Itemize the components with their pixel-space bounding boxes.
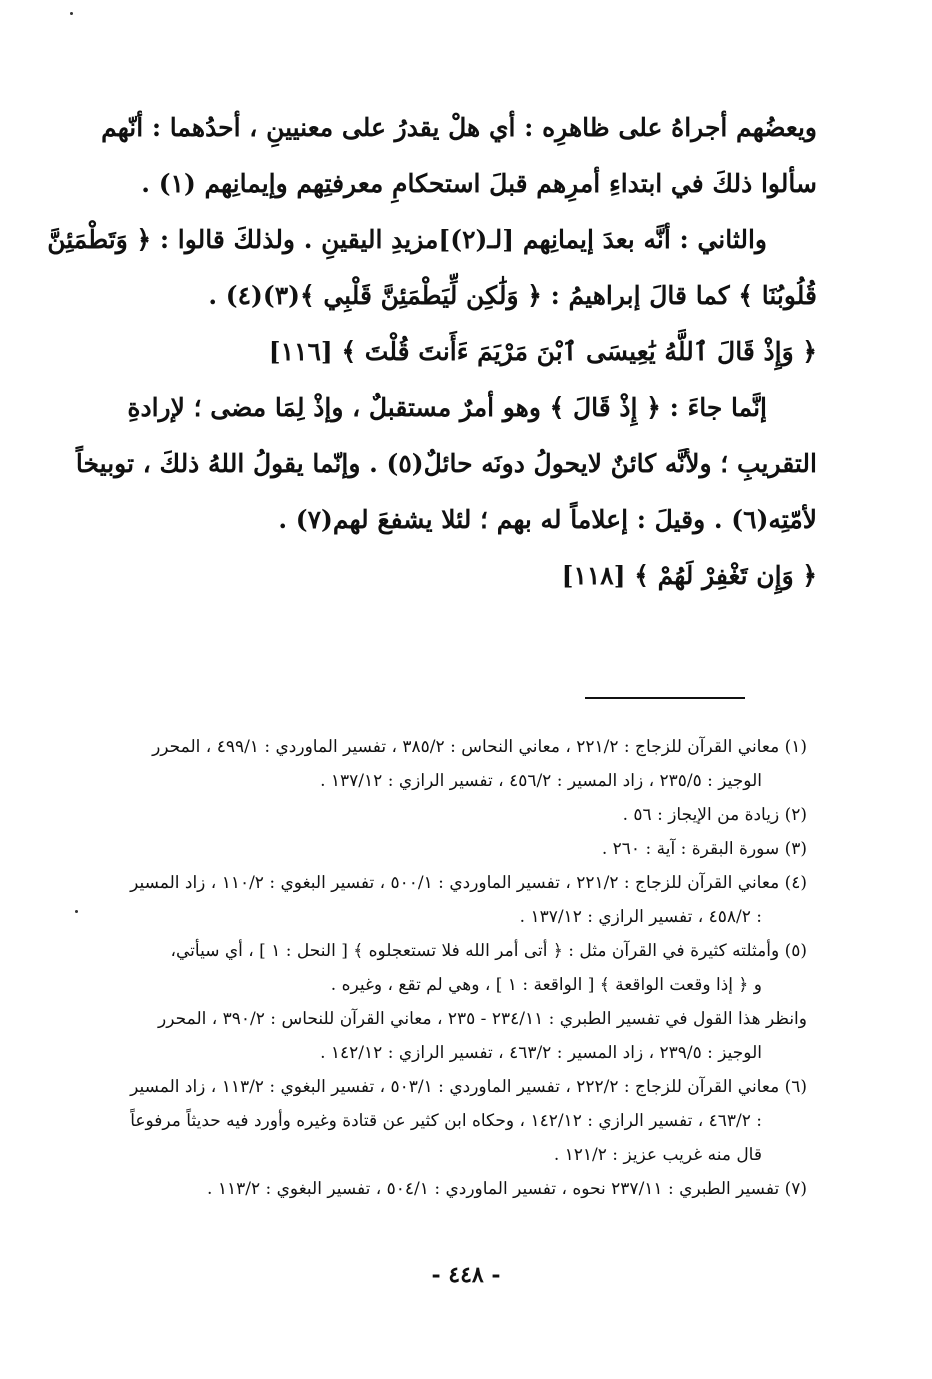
text-line: والثاني : أنَّه بعدَ إيمانِهم [لـ(٢)]مزيدِ اليقينِ . ولذلكَ قالوا : ﴿ وَتَطْمَئِنَّ — [47, 225, 767, 254]
footnote-line: (٦) معاني القرآن للزجاج : ٢٢٢/٢ ، تفسير الماوردي : ٥٠٣/١ ، تفسير البغوي : ١١٣/٢ ، زاد المسير — [130, 1077, 807, 1097]
scan-speck — [70, 12, 73, 15]
scan-speck — [75, 910, 78, 913]
verse-heading: ﴿ وَإِذْ قَالَ ٱللَّهُ يَٰعِيسَى ٱبْنَ مَرْيَمَ ءَأَنتَ قُلْتَ ﴾ [١١٦] — [268, 337, 817, 366]
text-line: قُلُوبُنَا ﴾ كما قالَ إبراهيمُ : ﴿ وَلَٰكِن لِّيَطْمَئِنَّ قَلْبِي ﴾(٣)(٤) . — [208, 281, 817, 310]
footnote-line: (١) معاني القرآن للزجاج : ٢٢١/٢ ، معاني النحاس : ٣٨٥/٢ ، تفسير الماوردي : ٤٩٩/١ ، المحرر — [152, 737, 807, 757]
footnote-line: (٧) تفسير الطبري : ٢٣٧/١١ نحوه ، تفسير الماوردي : ٥٠٤/١ ، تفسير البغوي : ١١٣/٢ . — [207, 1179, 807, 1199]
footnote-line: (٤) معاني القرآن للزجاج : ٢٢١/٢ ، تفسير الماوردي : ٥٠٠/١ ، تفسير البغوي : ١١٠/٢ ، زاد المسير — [130, 873, 807, 893]
footnote-divider — [585, 697, 745, 699]
text-line: سألوا ذلكَ في ابتداءِ أمرِهم قبلَ استحكامِ معرفتِهم وإيمانِهم (١) . — [141, 169, 817, 198]
verse-heading: ﴿ وَإِن تَغْفِرْ لَهُمْ ﴾ [١١٨] — [561, 561, 817, 590]
footnote-line: : ٤٦٣/٢ ، تفسير الرازي : ١٤٢/١٢ ، وحكاه ابن كثير عن قتادة وغيره وأورد فيه حديثاً مرفوعاً — [130, 1111, 762, 1131]
text-line: لأمّتِه(٦) . وقيلَ : إعلاماً له بهم ؛ لئلا يشفعَ لهم(٧) . — [278, 505, 817, 534]
footnotes — [95, 730, 807, 1206]
footnote-line: وانظر هذا القول في تفسير الطبري : ٢٣٤/١١ - ٢٣٥ ، معاني القرآن للنحاس : ٣٩٠/٢ ، المحرر — [158, 1009, 807, 1029]
text-line: ويعضُهم أجراهُ على ظاهرِه : أي هلْ يقدرُ على معنيينِ ، أحدُهما : أنّهم — [101, 113, 817, 142]
footnote-line: الوجيز : ٢٣٥/٥ ، زاد المسير : ٤٥٦/٢ ، تفسير الرازي : ١٣٧/١٢ . — [320, 771, 762, 791]
footnote-line: قال منه غريب عزيز : ١٢١/٢ . — [553, 1145, 762, 1165]
footnote-line: (٢) زيادة من الإيجاز : ٥٦ . — [622, 805, 807, 825]
footnote-line: الوجيز : ٢٣٩/٥ ، زاد المسير : ٤٦٣/٢ ، تفسير الرازي : ١٤٢/١٢ . — [320, 1043, 762, 1063]
text-line: التقريبِ ؛ ولأنَّه كائنٌ لايحولُ دونَه حائلٌ(٥) . وإنّما يقولُ اللهُ ذلكَ ، توبيخاً — [75, 449, 817, 478]
footnote-line: : ٤٥٨/٢ ، تفسير الرازي : ١٣٧/١٢ . — [519, 907, 762, 927]
main-text — [47, 100, 817, 604]
footnote-line: و ﴿ إذا وقعت الواقعة ﴾ [ الواقعة : ١ ] ، وهي لم تقع ، وغيره . — [330, 975, 762, 995]
footnote-line: (٣) سورة البقرة : آية : ٢٦٠ . — [601, 839, 807, 859]
footnote-line: (٥) وأمثلته كثيرة في القرآن مثل : ﴿ أتى أمر الله فلا تستعجلوه ﴾ [ النحل : ١ ] ، أي سيأتي، — [170, 941, 807, 961]
text-line: إنَّما جاءَ : ﴿ إِذْ قَالَ ﴾ وهو أمرٌ مستقبلٌ ، وإذْ لِمَا مضى ؛ لإرادةِ — [127, 393, 767, 422]
page-number: - ٤٤٨ - — [431, 1262, 501, 1288]
